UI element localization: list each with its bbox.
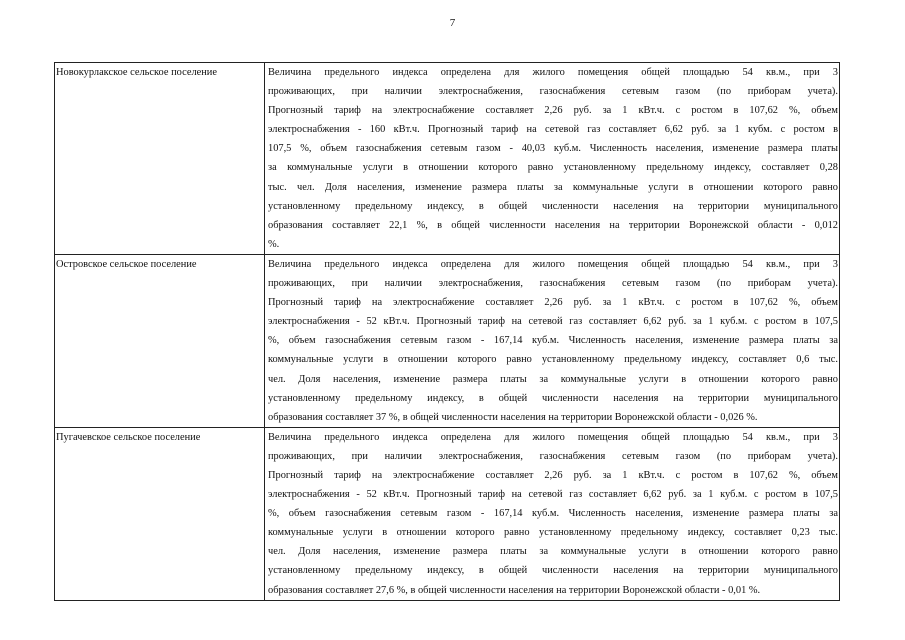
description-line: Величина предельного индекса определена для жилого помещения общей площадью 54 кв.м., при 3 — [268, 67, 838, 78]
description-line: установленному предельному индексу, в общей численности населения на территории муниципального — [268, 200, 838, 212]
description-line: Прогнозный тариф на электроснабжение составляет 2,26 руб. за 1 кВт.ч. с ростом в 107,62 %, объем — [268, 105, 838, 117]
description-line: чел. Доля населения, изменение размера платы за коммунальные услуги в отношении которого равно — [268, 546, 838, 558]
settlements-table — [54, 62, 840, 601]
description-line: проживающих, при наличии электроснабжения, газоснабжения сетевым газом (по приборам учета). — [268, 86, 838, 98]
settlement-description-cell — [265, 254, 840, 427]
table-row — [55, 63, 840, 255]
settlement-name-cell — [55, 63, 265, 255]
description-line: образования составляет 37 %, в общей численности населения на территории Воронежской области - 0,026 %. — [268, 411, 758, 423]
description-line: %, объем газоснабжения сетевым газом - 167,14 куб.м. Численность населения, изменение размера платы за — [268, 335, 838, 347]
settlement-name: Пугачевское сельское поселение — [56, 431, 201, 443]
description-line: за коммунальные услуги в отношении которого равно установленному предельному индексу, составляет 0,28 — [268, 162, 838, 174]
table-row — [55, 427, 840, 600]
description-line: электроснабжения - 52 кВт.ч. Прогнозный тариф на сетевой газ составляет 6,62 руб. за 1 куб.м. с ростом в 107,5 — [268, 489, 838, 501]
settlement-name-cell — [55, 254, 265, 427]
description-line: Величина предельного индекса определена для жилого помещения общей площадью 54 кв.м., при 3 — [268, 258, 838, 270]
settlement-name: Островское сельское поселение — [56, 258, 197, 270]
description-line: %. — [268, 238, 280, 250]
settlement-description-cell — [265, 63, 840, 255]
description-line: проживающих, при наличии электроснабжения, газоснабжения сетевым газом (по приборам учета). — [268, 450, 838, 462]
description-line: электроснабжения - 52 кВт.ч. Прогнозный тариф на сетевой газ составляет 6,62 руб. за 1 куб.м. с ростом в 107,5 — [268, 316, 838, 328]
page-number: 7 — [449, 17, 456, 29]
description-line: Величина предельного индекса определена для жилого помещения общей площадью 54 кв.м., при 3 — [268, 431, 838, 443]
description-line: проживающих, при наличии электроснабжения, газоснабжения сетевым газом (по приборам учета). — [268, 278, 838, 290]
description-line: тыс. чел. Доля населения, изменение размера платы за коммунальные услуги в отношении которого равно — [268, 181, 838, 193]
description-line: установленному предельному индексу, в общей численности населения на территории муниципального — [268, 565, 838, 577]
description-line: чел. Доля населения, изменение размера платы за коммунальные услуги в отношении которого равно — [268, 373, 838, 385]
description-line: коммунальные услуги в отношении которого равно установленному предельному индексу, составляет 0,23 тыс. — [268, 527, 838, 539]
settlement-name: Новокурлакское сельское поселение — [56, 67, 217, 78]
settlement-name-cell — [55, 427, 265, 600]
description-line: электроснабжения - 160 кВт.ч. Прогнозный тариф на сетевой газ составляет 6,62 руб. за 1 кубм. с ростом в — [268, 124, 838, 136]
settlement-description-cell — [265, 427, 840, 600]
description-line: образования составляет 22,1 %, в общей численности населения на территории Воронежской области - 0,012 — [268, 219, 838, 231]
description-line: Прогнозный тариф на электроснабжение составляет 2,26 руб. за 1 кВт.ч. с ростом в 107,62 %, объем — [268, 469, 838, 481]
table-row — [55, 254, 840, 427]
description-line: Прогнозный тариф на электроснабжение составляет 2,26 руб. за 1 кВт.ч. с ростом в 107,62 %, объем — [268, 297, 838, 309]
description-line: %, объем газоснабжения сетевым газом - 167,14 куб.м. Численность населения, изменение размера платы за — [268, 508, 838, 520]
description-line: образования составляет 27,6 %, в общей численности населения на территории Воронежской области - 0,01 %. — [268, 584, 761, 596]
description-line: 107,5 %, объем газоснабжения сетевым газом - 40,03 куб.м. Численность населения, изменение размера платы — [268, 143, 838, 155]
description-line: установленному предельному индексу, в общей численности населения на территории муниципального — [268, 392, 838, 404]
description-line: коммунальные услуги в отношении которого равно установленному предельному индексу, составляет 0,6 тыс. — [268, 354, 838, 366]
